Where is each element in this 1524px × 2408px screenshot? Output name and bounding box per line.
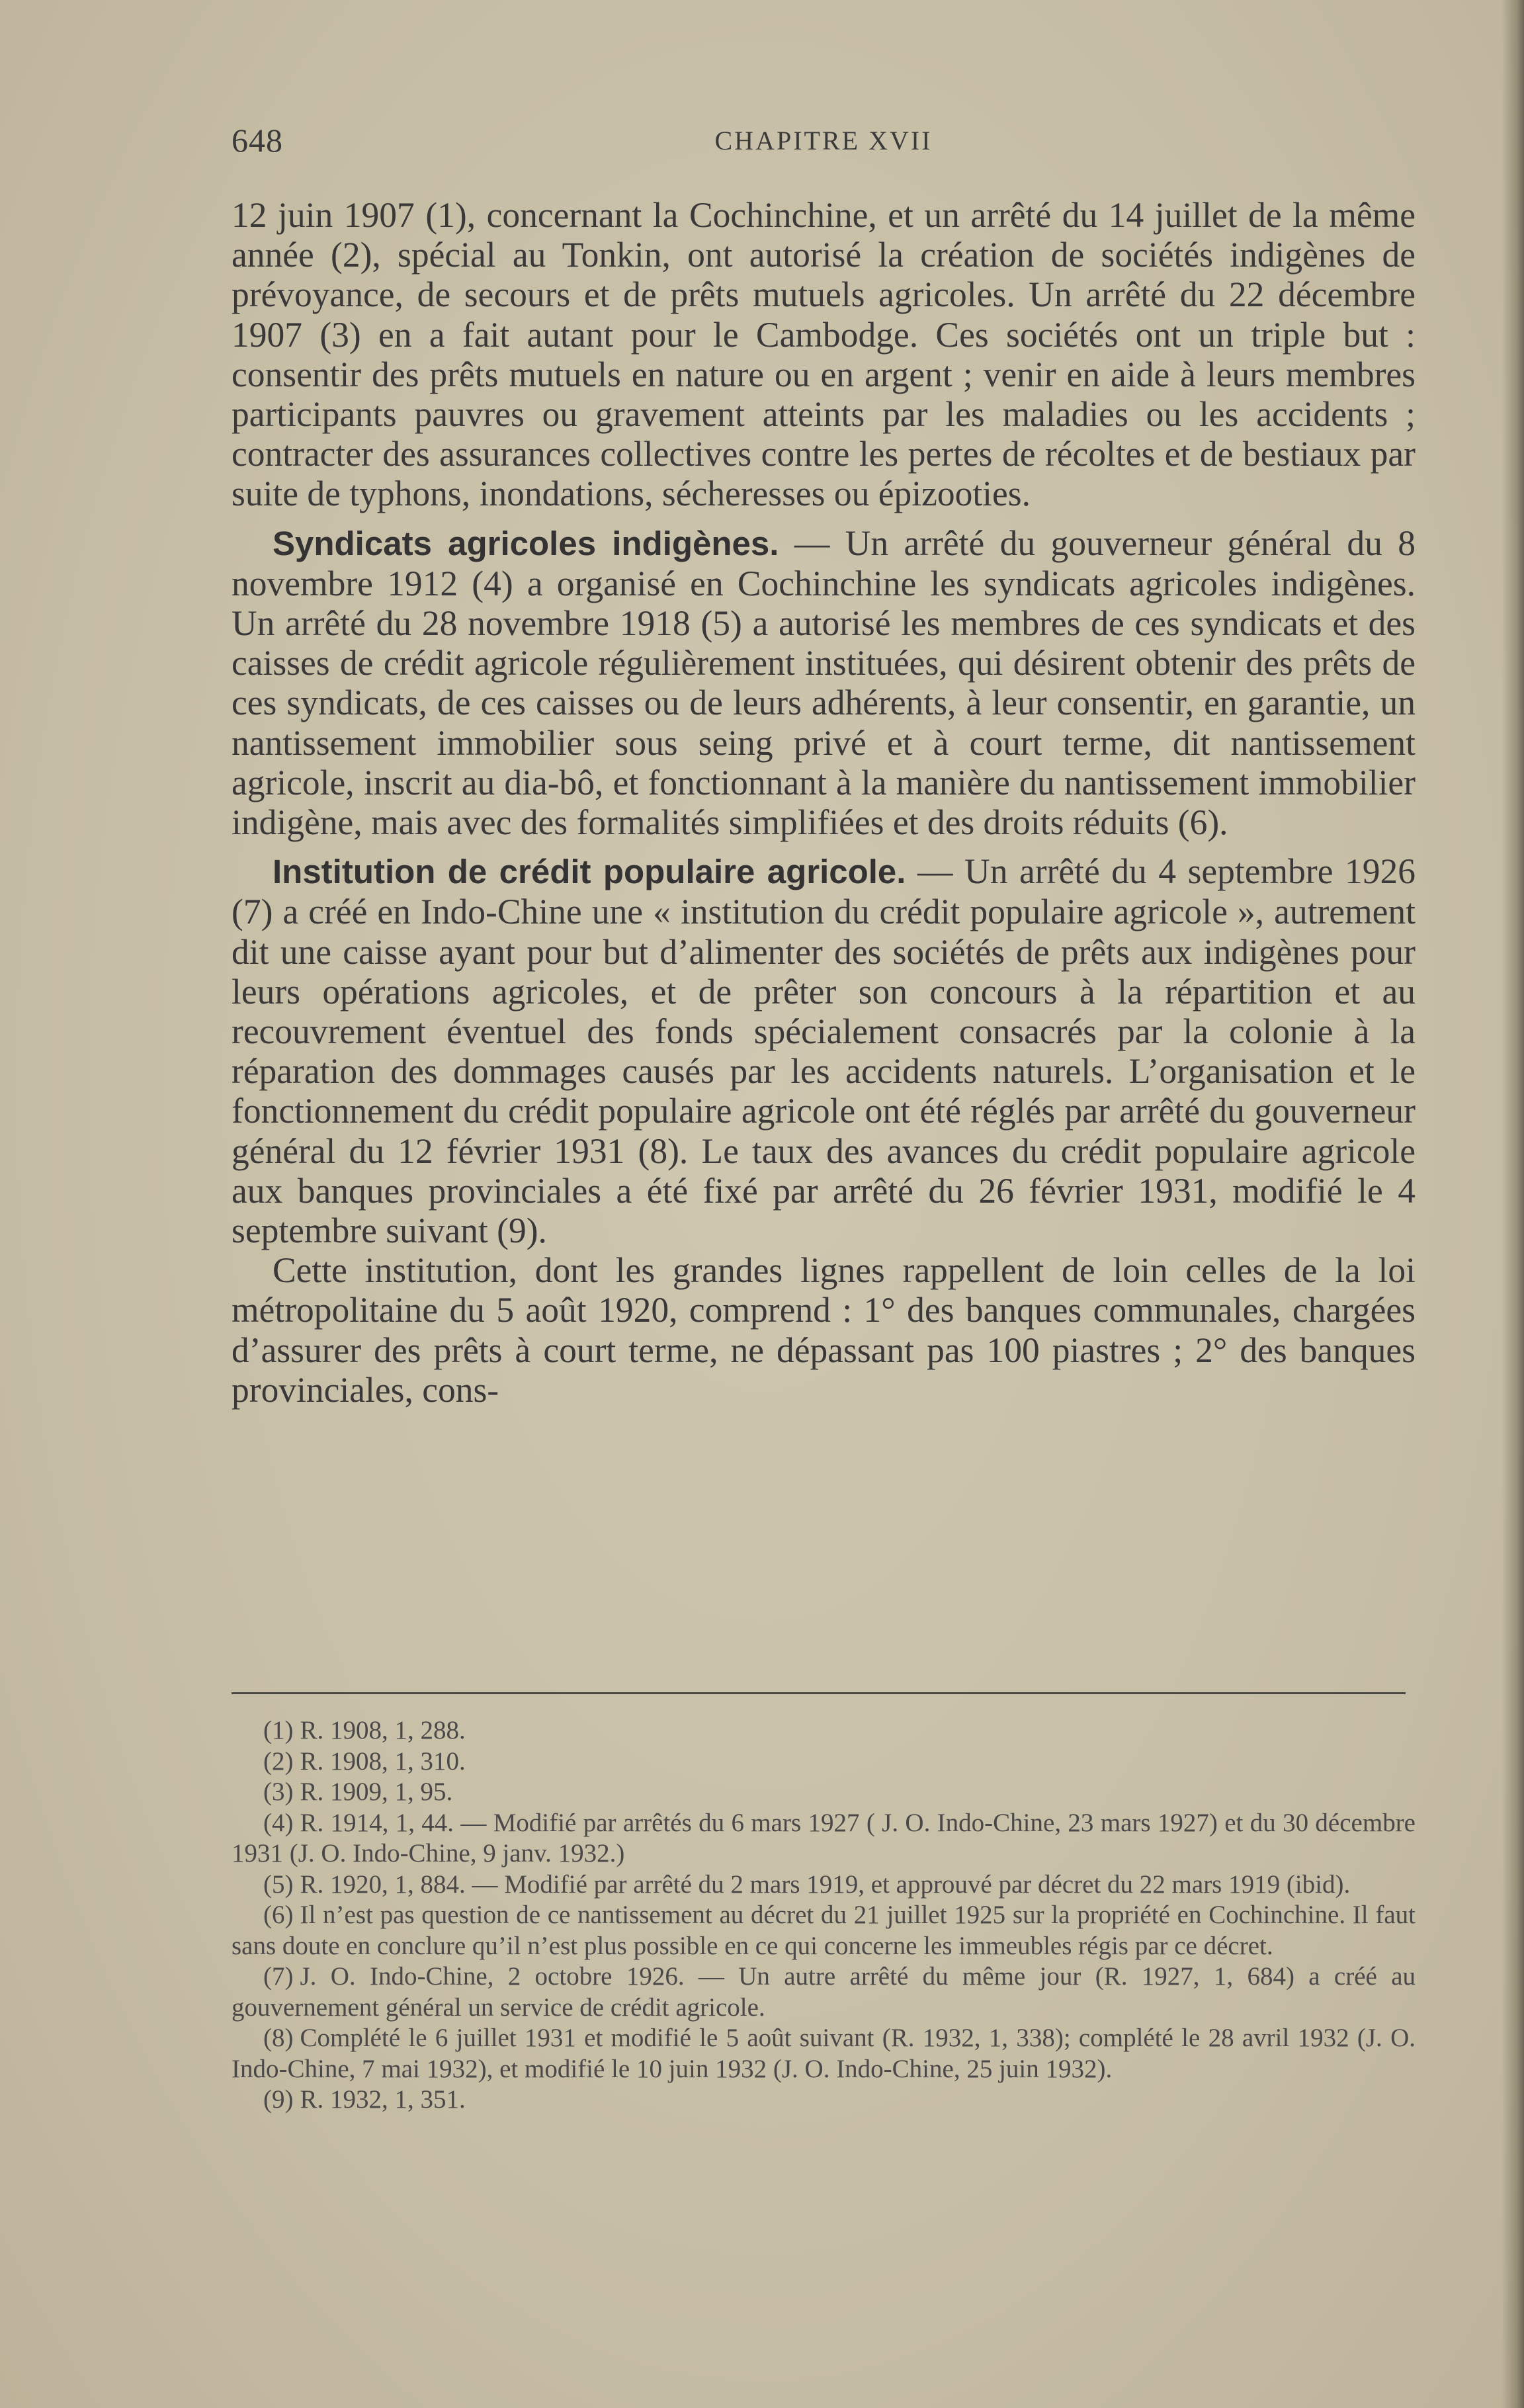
footnote-marker: (8)	[263, 2024, 294, 2052]
footnotes	[232, 1715, 1416, 2116]
page-number: 648	[232, 122, 283, 159]
footnote-text: R. 1909, 1, 95.	[300, 1778, 453, 1806]
paragraph	[232, 1250, 1416, 1410]
paragraph	[232, 523, 1416, 843]
paragraph-text: — Un arrêté du gouverneur général du 8 novembre 1912 (4) a organisé en Cochinchine les syndicats agricoles indigènes. Un arrêté du 28 novembre 1918 (5) a autorisé les membres de ces syndicats et des caisses de crédit agricole régulièrement instituées, qui désirent obtenir des prêts de ces syndicats, de ces caisses ou de leurs adhérents, à leur consentir, en garantie, un nantissement immobilier sous seing privé et à court terme, dit nantissement agricole, inscrit au dia-bô, et fonctionnant à la manière du nantissement immobilier indigène, mais avec des formalités simplifiées et des droits réduits (6).	[232, 523, 1416, 843]
footnote-text: R. 1908, 1, 310.	[300, 1746, 466, 1776]
section-heading: Institution de crédit populaire agricole.	[273, 853, 906, 891]
footnote	[232, 1900, 1416, 1961]
section-heading: Syndicats agricoles indigènes.	[273, 524, 779, 562]
footnote-text: J. O. Indo-Chine, 2 octobre 1926. — Un autre arrêté du même jour (R. 1927, 1, 684) a créé au gouvernement général un service de crédit agricole.	[232, 1962, 1416, 2022]
footnote	[232, 2085, 1416, 2116]
paragraph	[232, 851, 1416, 1250]
footnote-marker: (3)	[263, 1778, 294, 1806]
footnote-marker: (7)	[263, 1962, 294, 1991]
footnote	[232, 1746, 1416, 1778]
footnote-text: Complété le 6 juillet 1931 et modifié le 5 août suivant (R. 1932, 1, 338); complété le 28 avril 1932 (J. O. Indo-Chine, 7 mai 1932), et modifié le 10 juin 1932 (J. O. Indo-Chine, 25 juin 1932).	[232, 2024, 1416, 2083]
footnote-text: R. 1932, 1, 351.	[300, 2085, 466, 2114]
paragraph	[232, 195, 1416, 514]
running-header	[232, 121, 1416, 161]
paragraph-text: Cette institution, dont les grandes lignes rappellent de loin celles de la loi métropolitaine du 5 août 1920, comprend : 1° des banques communales, chargées d’assurer des prêts à court terme, ne dépassant pas 100 piastres ; 2° des banques provinciales, cons-	[232, 1250, 1416, 1410]
footnote	[232, 2023, 1416, 2085]
footnote-rule	[232, 1692, 1406, 1694]
page-edge-shadow	[1502, 0, 1524, 2408]
footnote-marker: (1)	[263, 1716, 294, 1744]
footnote-marker: (2)	[263, 1746, 294, 1776]
footnote	[232, 1715, 1416, 1746]
footnote	[232, 1870, 1416, 1901]
body-text	[232, 195, 1416, 1410]
footnote-text: R. 1920, 1, 884. — Modifié par arrêté du 2 mars 1919, et approuvé par décret du 22 mars 1919 (ibid).	[300, 1870, 1351, 1899]
paragraph-text: — Un arrêté du 4 septembre 1926 (7) a créé en Indo-Chine une « institution du crédit populaire agricole », autrement dit une caisse ayant pour but d’alimenter des sociétés de prêts aux indigènes pour leurs opérations agricoles, et de prêter son concours à la répartition et au recouvrement éventuel des fonds spécialement consacrés par la colonie à la réparation des dommages causés par les accidents naturels. L’organisation et le fonctionnement du crédit populaire agricole ont été réglés par arrêté du gouverneur général du 12 février 1931 (8). Le taux des avances du crédit populaire agricole aux banques provinciales a été fixé par arrêté du 26 février 1931, modifié le 4 septembre suivant (9).	[232, 851, 1416, 1251]
footnote-marker: (5)	[263, 1870, 294, 1899]
footnote-marker: (9)	[263, 2085, 294, 2114]
footnote-marker: (4)	[263, 1808, 294, 1837]
footnote	[232, 1961, 1416, 2023]
paragraph-text: 12 juin 1907 (1), concernant la Cochinchine, et un arrêté du 14 juillet de la même année (2), spécial au Tonkin, ont autorisé la création de sociétés indigènes de prévoyance, de secours et de prêts mutuels agricoles. Un arrêté du 22 décembre 1907 (3) en a fait autant pour le Cambodge. Ces sociétés ont un triple but : consentir des prêts mutuels en nature ou en argent ; venir en aide à leurs membres participants pauvres ou gravement atteints par les maladies ou les accidents ; contracter des assurances collectives contre les pertes de récoltes et de bestiaux par suite de typhons, inondations, sécheresses ou épizooties.	[232, 195, 1416, 514]
footnote	[232, 1777, 1416, 1808]
footnote	[232, 1808, 1416, 1870]
footnote-text: R. 1914, 1, 44. — Modifié par arrêtés du 6 mars 1927 ( J. O. Indo-Chine, 23 mars 1927) et du 30 décembre 1931 (J. O. Indo-Chine, 9 janv. 1932.)	[232, 1808, 1416, 1868]
chapter-title: CHAPITRE XVII	[714, 126, 933, 155]
footnote-text: R. 1908, 1, 288.	[300, 1716, 466, 1744]
footnote-text: Il n’est pas question de ce nantissement au décret du 21 juillet 1925 sur la propriété en Cochinchine. Il faut sans doute en conclure qu’il n’est plus possible en ce qui concerne les immeubles régis par ce décret.	[232, 1901, 1416, 1960]
footnote-marker: (6)	[263, 1901, 294, 1929]
